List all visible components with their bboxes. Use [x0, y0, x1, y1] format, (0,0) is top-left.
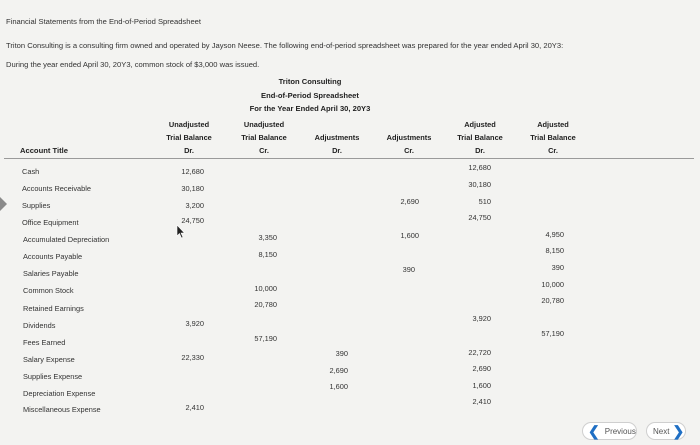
adjusted-cr-salaries-payable: 390	[551, 263, 564, 272]
account-salaries-payable: Salaries Payable	[23, 269, 79, 278]
adjusted-cr-retained-earnings: 20,780	[541, 296, 564, 305]
account-retained-earnings: Retained Earnings	[23, 304, 84, 313]
column-header-line	[374, 118, 444, 131]
column-header-line	[302, 118, 372, 131]
unadjusted-cr-accumulated-depreciation: 3,350	[258, 233, 277, 242]
account-dividends: Dividends	[23, 321, 56, 330]
column-header-line: Cr.	[548, 146, 558, 155]
adjustment-cr-salaries-payable: 390	[402, 265, 415, 274]
column-header-line: Cr.	[259, 146, 269, 155]
row-pointer-icon	[0, 197, 7, 211]
column-header-line: Trial Balance	[166, 133, 212, 142]
column-header-line: Adjusted	[537, 120, 569, 129]
exercise-title: Financial Statements from the End-of-Period Spreadsheet	[6, 17, 202, 26]
adjusted-cr-accounts-payable: 8,150	[545, 246, 564, 255]
column-header-line: Trial Balance	[457, 133, 503, 142]
adjusted-dr-salary-expense: 22,720	[468, 348, 491, 357]
mouse-cursor-icon	[175, 225, 185, 239]
unadjusted-cr-fees-earned: 57,190	[254, 334, 277, 343]
adjusted-dr-dividends: 3,920	[472, 314, 491, 323]
account-accounts-payable: Accounts Payable	[23, 252, 83, 261]
next-button[interactable]	[646, 422, 686, 440]
account-miscellaneous-expense: Miscellaneous Expense	[23, 405, 101, 414]
unadjusted-dr-cash: 12,680	[181, 167, 204, 176]
column-header-line: Dr.	[475, 146, 485, 155]
column-header-line: Adjustments	[386, 133, 432, 142]
adjusted-dr-supplies-expense: 2,690	[472, 364, 491, 373]
adjusted-dr-depreciation-expense: 1,600	[472, 381, 491, 390]
company-name: Triton Consulting	[278, 77, 342, 86]
adjusted-cr-accumulated-depreciation: 4,950	[545, 230, 564, 239]
previous-button-label: Previous	[604, 426, 636, 436]
column-header-unadjusted-cr	[229, 118, 299, 157]
column-header-line: Adjustments	[314, 133, 360, 142]
adjustment-cr-accumulated-depreciation: 1,600	[400, 231, 419, 240]
account-fees-earned: Fees Earned	[23, 338, 66, 347]
header-divider	[4, 158, 694, 159]
column-header-line: Dr.	[184, 146, 194, 155]
chevron-left-icon: ❮	[588, 423, 600, 439]
sheet-period: For the Year Ended April 30, 20Y3	[249, 104, 371, 113]
unadjusted-dr-supplies: 3,200	[185, 201, 204, 210]
column-header-adjusted-dr	[445, 118, 515, 157]
column-header-line: Unadjusted	[168, 120, 210, 129]
unadjusted-dr-dividends: 3,920	[185, 319, 204, 328]
previous-button[interactable]	[582, 422, 637, 440]
adjusted-cr-common-stock: 10,000	[541, 280, 564, 289]
account-cash: Cash	[22, 167, 40, 176]
adjustment-dr-supplies-expense: 2,690	[329, 366, 348, 375]
column-header-line: Cr.	[404, 146, 414, 155]
column-header-unadjusted-dr	[155, 118, 223, 157]
adjusted-cr-fees-earned: 57,190	[541, 329, 564, 338]
account-office-equipment: Office Equipment	[22, 218, 79, 227]
adjusted-dr-office-equipment: 24,750	[468, 213, 491, 222]
unadjusted-cr-accounts-payable: 8,150	[258, 250, 277, 259]
exercise-description: Triton Consulting is a consulting firm owned and operated by Jayson Neese. The following end-of-period spreadsheet was prepared for the year ended April 30, 20Y3:	[6, 41, 564, 50]
adjusted-dr-accounts-receivable: 30,180	[468, 180, 491, 189]
unadjusted-dr-accounts-receivable: 30,180	[181, 184, 204, 193]
account-title-header: Account Title	[20, 146, 68, 155]
unadjusted-dr-office-equipment: 24,750	[181, 216, 204, 225]
account-depreciation-expense: Depreciation Expense	[23, 389, 96, 398]
account-supplies-expense: Supplies Expense	[23, 372, 83, 381]
next-button-label: Next	[653, 426, 670, 436]
adjusted-dr-supplies: 510	[478, 197, 491, 206]
exercise-note: During the year ended April 30, 20Y3, common stock of $3,000 was issued.	[6, 60, 260, 69]
adjusted-dr-cash: 12,680	[468, 163, 491, 172]
unadjusted-dr-miscellaneous-expense: 2,410	[185, 403, 204, 412]
column-header-line: Trial Balance	[241, 133, 287, 142]
account-accounts-receivable: Accounts Receivable	[22, 184, 92, 193]
account-common-stock: Common Stock	[23, 286, 74, 295]
account-supplies: Supplies	[22, 201, 51, 210]
column-header-adjusted-cr	[518, 118, 588, 157]
sheet-name: End-of-Period Spreadsheet	[261, 91, 359, 100]
column-header-line: Dr.	[332, 146, 342, 155]
column-header-adjustments-dr	[302, 118, 372, 157]
account-salary-expense: Salary Expense	[23, 355, 75, 364]
column-header-line: Trial Balance	[530, 133, 576, 142]
adjustment-dr-depreciation-expense: 1,600	[329, 382, 348, 391]
column-header-adjustments-cr	[374, 118, 444, 157]
adjusted-dr-miscellaneous-expense: 2,410	[472, 397, 491, 406]
column-header-line: Unadjusted	[243, 120, 285, 129]
account-accumulated-depreciation: Accumulated Depreciation	[23, 235, 110, 244]
unadjusted-dr-salary-expense: 22,330	[181, 353, 204, 362]
column-header-line: Adjusted	[464, 120, 496, 129]
adjustment-dr-salary-expense: 390	[335, 349, 348, 358]
adjustment-cr-supplies: 2,690	[400, 197, 419, 206]
unadjusted-cr-retained-earnings: 20,780	[254, 300, 277, 309]
chevron-right-icon: ❯	[672, 423, 685, 439]
unadjusted-cr-common-stock: 10,000	[254, 284, 277, 293]
